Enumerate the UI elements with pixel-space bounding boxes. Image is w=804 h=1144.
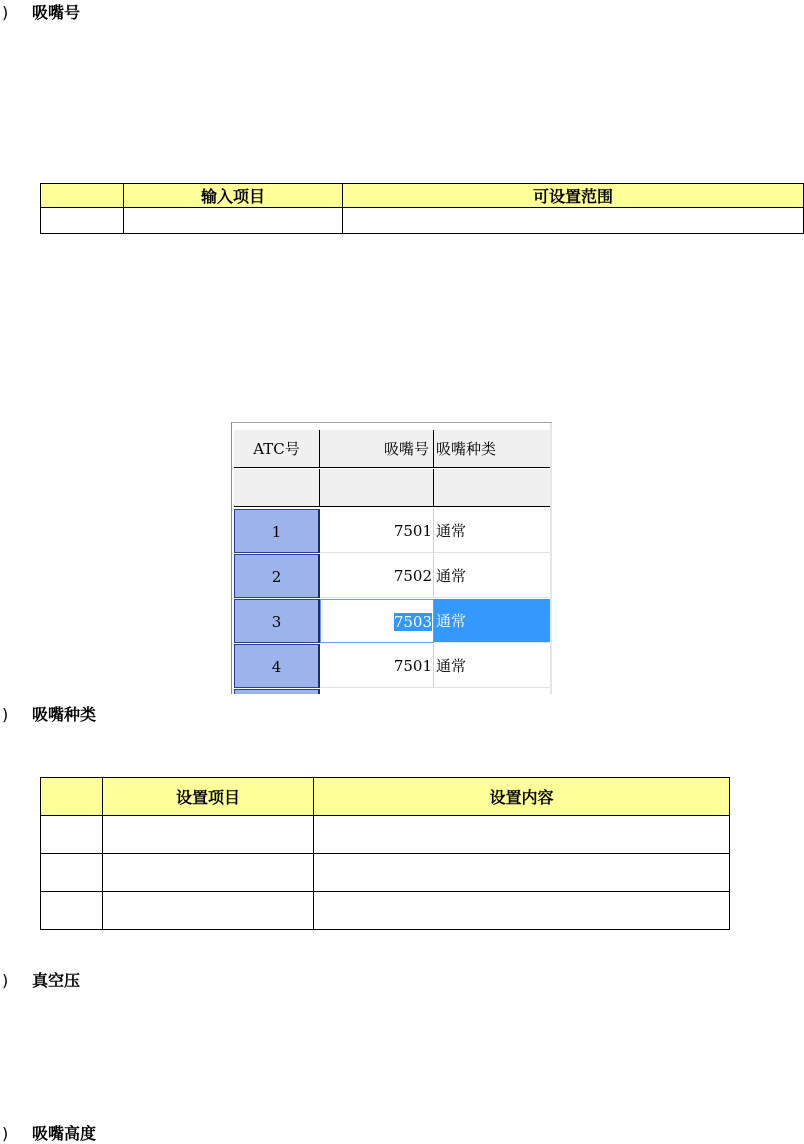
grid-row-header[interactable]: 4 (234, 644, 320, 688)
table-cell (103, 854, 314, 892)
grid-cell-nozzle-number-editing[interactable] (320, 599, 434, 643)
table-cell (41, 892, 103, 930)
grid-row-header[interactable]: 1 (234, 509, 320, 553)
grid-cell-nozzle-type[interactable]: 通常 (434, 554, 552, 598)
grid-cell-nozzle-number[interactable]: 7501 (320, 644, 434, 688)
table-header-cell: 输入项目 (124, 184, 343, 208)
section-heading-text: 吸嘴号 (32, 3, 81, 22)
table-header-cell: 设置项目 (103, 778, 314, 816)
table-cell (103, 816, 314, 854)
section-heading-nozzle-height: ) 吸嘴高度 (2, 1124, 97, 1143)
grid-column-header-nozzle-type[interactable]: 吸嘴种类 (434, 430, 552, 468)
table-header-cell (41, 778, 103, 816)
table-header-cell: 可设置范围 (343, 184, 804, 208)
grid-row-header[interactable]: 2 (234, 554, 320, 598)
table-header-cell (41, 184, 124, 208)
table-header-cell: 设置内容 (314, 778, 730, 816)
section-heading-nozzle-type: ) 吸嘴种类 (2, 705, 97, 724)
grid-right-edge (550, 423, 552, 694)
table-cell (314, 854, 730, 892)
table-row (41, 892, 730, 930)
grid-row-header[interactable]: 3 (234, 599, 320, 643)
section-heading-text: 真空压 (32, 971, 81, 990)
grid-cell-nozzle-type-selected[interactable]: 通常 (434, 599, 552, 643)
table-row (41, 208, 804, 234)
table-cell (314, 816, 730, 854)
section-heading-text: 吸嘴种类 (32, 705, 97, 724)
section-heading-text: 吸嘴高度 (32, 1124, 97, 1143)
table-row (41, 816, 730, 854)
grid-filter-cell[interactable] (234, 469, 320, 507)
table-cell (41, 854, 103, 892)
table-cell (343, 208, 804, 234)
table-header-row (41, 184, 804, 208)
grid-cell-nozzle-number[interactable]: 7502 (320, 554, 434, 598)
table-row (41, 854, 730, 892)
grid-column-header-atc[interactable]: ATC号 (234, 430, 320, 468)
settings-table (40, 777, 730, 930)
input-range-table (40, 183, 804, 234)
selected-text: 7503 (393, 613, 432, 631)
nozzle-grid (231, 422, 552, 694)
table-header-row (41, 778, 730, 816)
table-cell (124, 208, 343, 234)
grid-cell-nozzle-number[interactable]: 7501 (320, 509, 434, 553)
table-cell (41, 816, 103, 854)
grid-cell-nozzle-type[interactable]: 通常 (434, 509, 552, 553)
table-cell (41, 208, 124, 234)
section-heading-vacuum-pressure: ) 真空压 (2, 971, 81, 990)
grid-row-header-partial (234, 689, 320, 694)
section-heading-nozzle-number: ) 吸嘴号 (2, 3, 81, 22)
table-cell (314, 892, 730, 930)
grid-filter-cell[interactable] (320, 469, 434, 507)
grid-cell-nozzle-type[interactable]: 通常 (434, 644, 552, 688)
table-cell (103, 892, 314, 930)
grid-column-header-nozzle-number[interactable]: 吸嘴号 (320, 430, 434, 468)
grid-filter-cell[interactable] (434, 469, 552, 507)
